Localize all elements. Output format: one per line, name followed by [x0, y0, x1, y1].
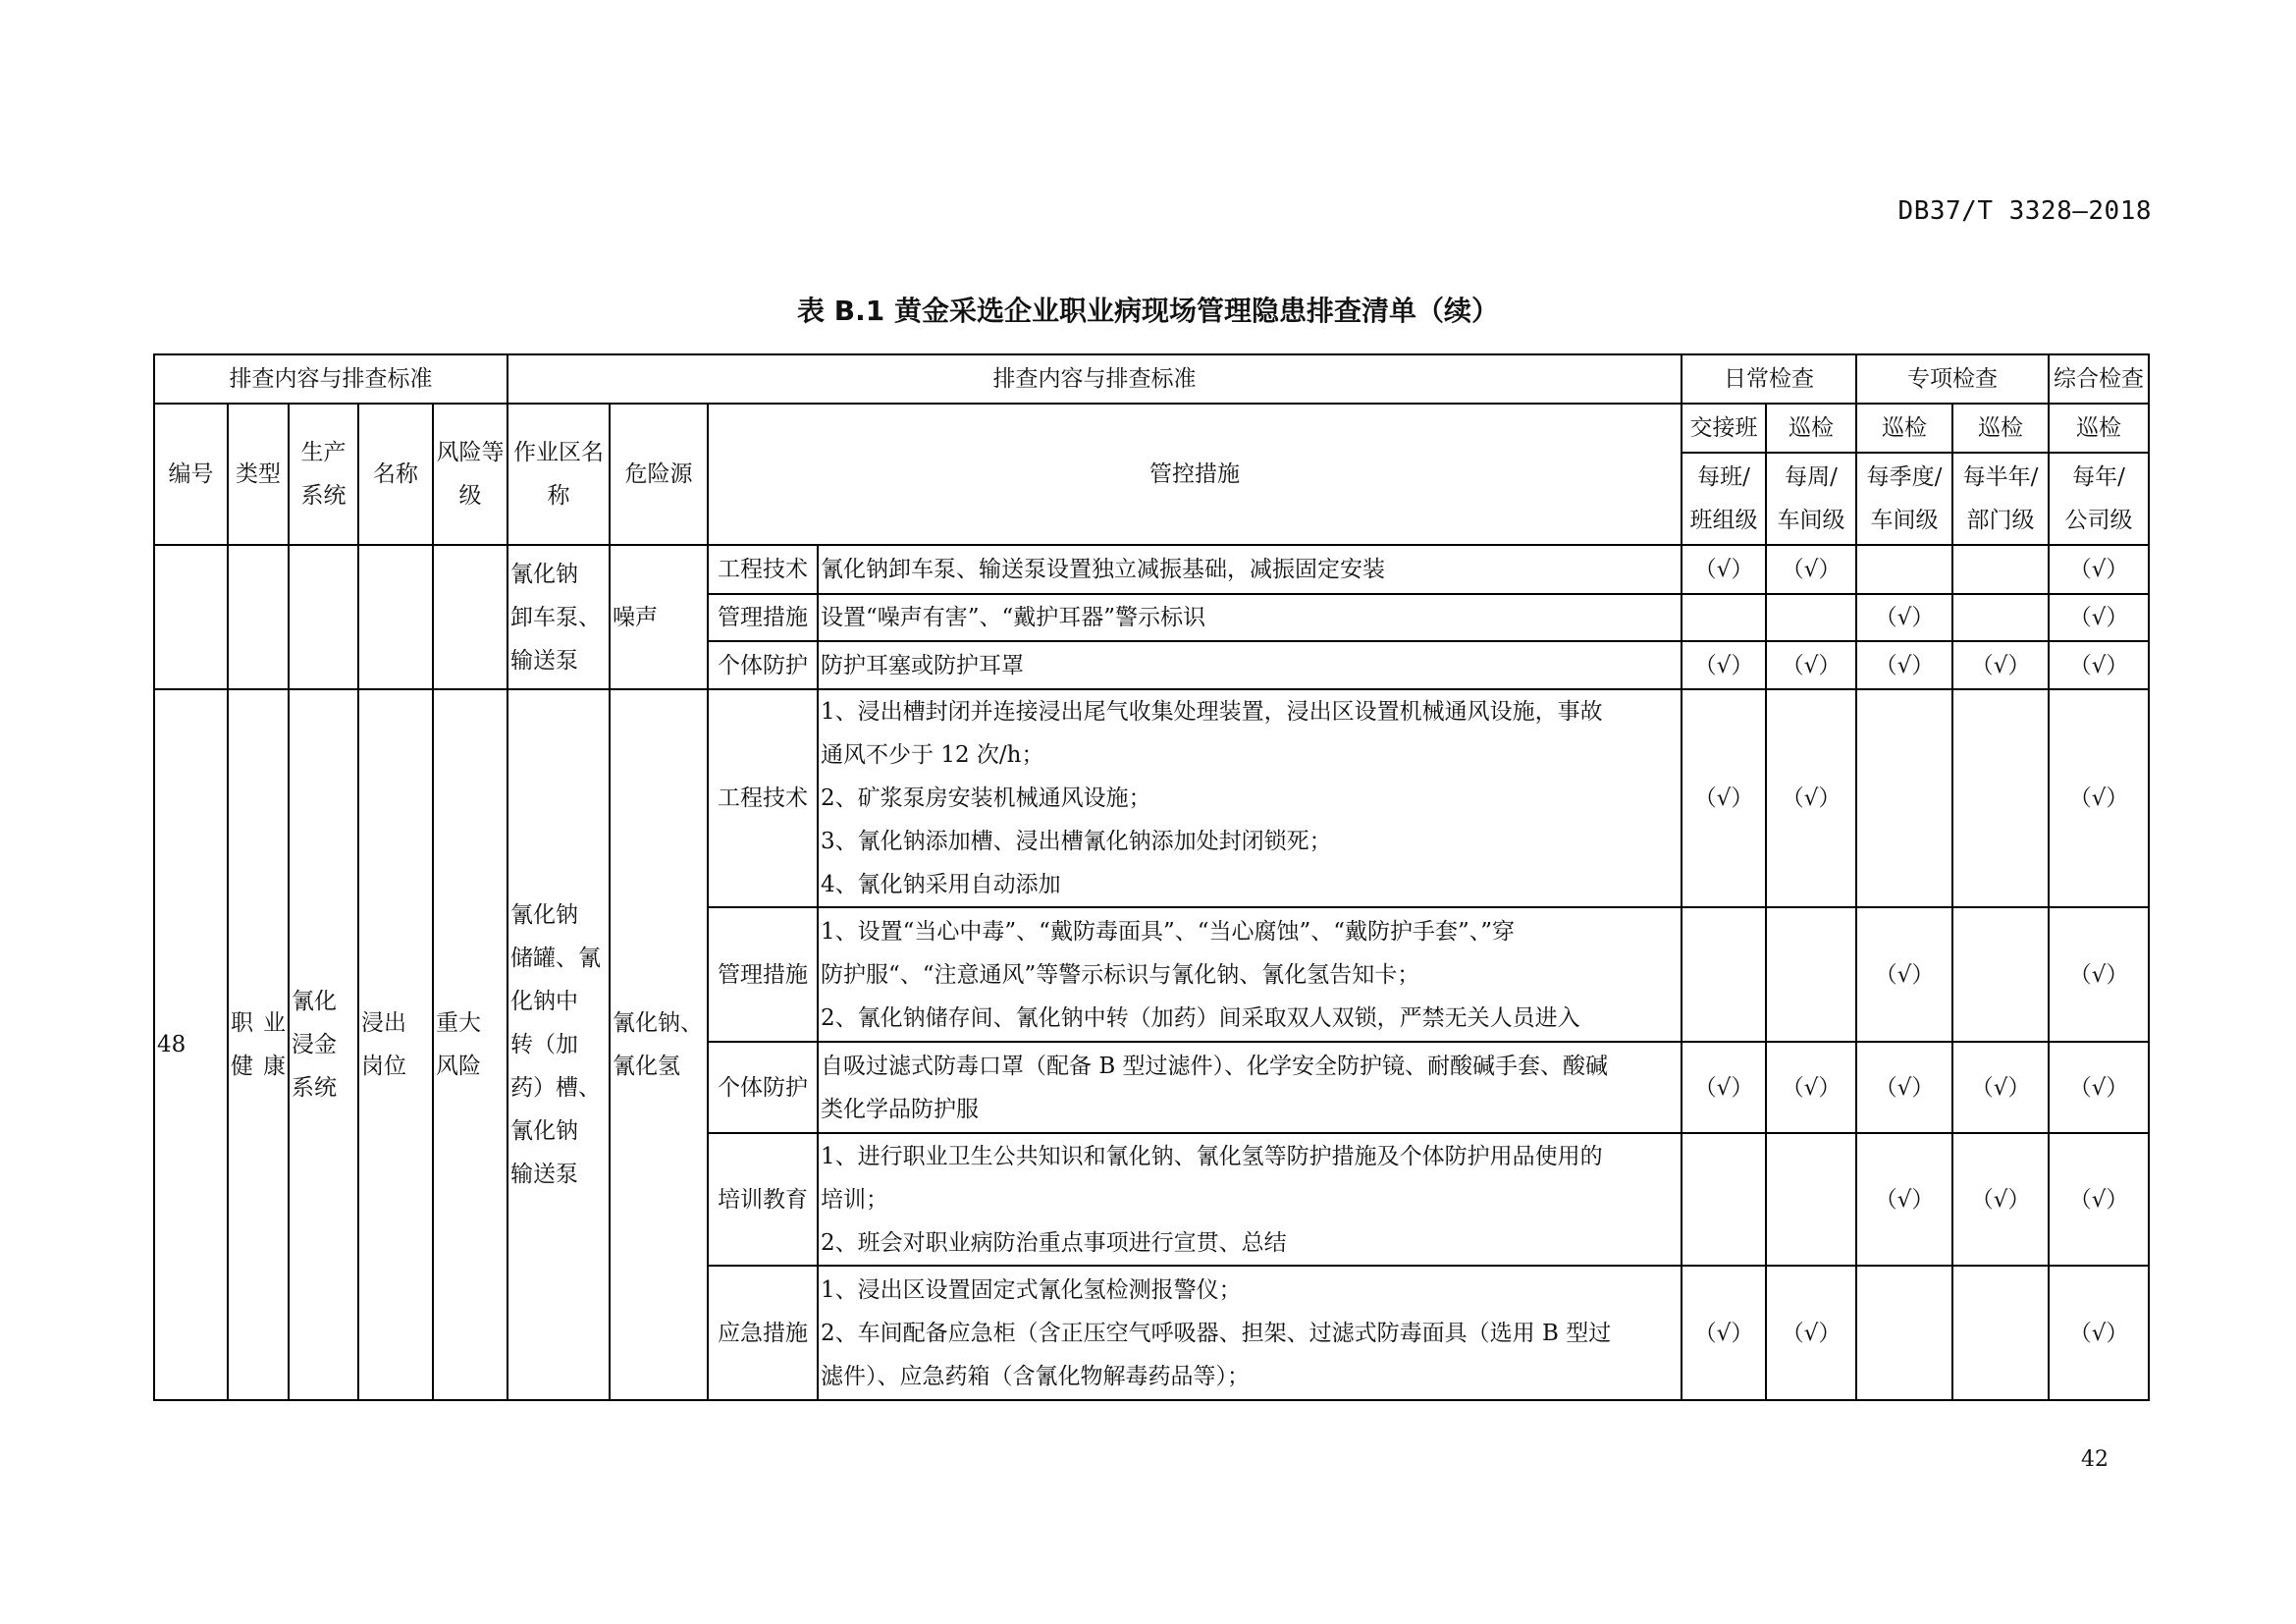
area-cell-line: 输送泵: [510, 647, 579, 674]
checkmark: （√）: [1781, 785, 1842, 811]
check-cell: [1856, 1042, 1952, 1133]
checkmark: （√）: [1970, 1186, 2031, 1213]
risk-cell: [433, 689, 507, 1400]
area-cell-line: 药）槽、: [510, 1075, 602, 1101]
area-cell-line: 氰化钠: [510, 902, 579, 928]
measure-category: 应急措施: [708, 1266, 818, 1400]
check-cell: [1682, 907, 1766, 1042]
checkmark: （√）: [1874, 605, 1935, 630]
header-no: 编号: [154, 404, 228, 545]
area-cell-line: 氰化钠: [510, 1118, 579, 1144]
measure-text-line: 滤件）、应急药箱（含氰化物解毒药品等）；: [821, 1363, 1251, 1389]
header-measures: 管控措施: [708, 404, 1682, 545]
header-area: 作业区名称: [507, 404, 610, 545]
check-cell: [1766, 689, 1856, 907]
no-cell: 48: [154, 689, 228, 1400]
checkmark: （√）: [1874, 1074, 1935, 1101]
measure-category: 管理措施: [708, 594, 818, 641]
check-cell: [2049, 1042, 2149, 1133]
header-patrol-2: 巡检: [1856, 404, 1952, 453]
hazard-cell-line: 氰化氢: [613, 1054, 681, 1079]
check-cell: [1856, 545, 1952, 594]
check-cell: [1952, 1133, 2049, 1266]
no-cell: [154, 545, 228, 689]
check-cell: [1682, 1042, 1766, 1133]
header-group-right: 排查内容与排查标准: [507, 354, 1682, 404]
header-system: 生产系统: [289, 404, 358, 545]
check-cell: [1952, 907, 2049, 1042]
checkmark: （√）: [2068, 1074, 2129, 1101]
measure-text-line: 培训；: [821, 1186, 889, 1213]
type-cell-line: 职业: [231, 1010, 286, 1036]
measure-text: [818, 641, 1682, 689]
checkmark: （√）: [1874, 1186, 1935, 1213]
checkmark: （√）: [1693, 557, 1754, 582]
check-cell: [1682, 1266, 1766, 1400]
area-cell-line: 转（加: [510, 1032, 579, 1057]
checkmark: （√）: [2068, 1186, 2129, 1213]
header-name: 名称: [358, 404, 433, 545]
risk-cell-line: 重大: [436, 1010, 481, 1036]
measure-text-line: 2、车间配备应急柜（含正压空气呼吸器、担架、过滤式防毒面具（选用 B 型过: [821, 1320, 1612, 1346]
hazard-checklist-table: [153, 353, 2150, 1401]
measure-text-line: 设置“噪声有害”、“戴护耳器”警示标识: [821, 605, 1206, 630]
check-cell: [1856, 1133, 1952, 1266]
type-cell-line: 健康: [231, 1054, 286, 1079]
header-row-2: [154, 404, 2149, 453]
check-cell: [1952, 1042, 2049, 1133]
header-patrol-3: 巡检: [1952, 404, 2049, 453]
measure-text-line: 2、氰化钠储存间、氰化钠中转（加药）间采取双人双锁，严禁无关人员进入: [821, 1004, 1580, 1031]
checkmark: （√）: [2068, 961, 2129, 988]
table-row: [154, 545, 2149, 594]
area-cell: [507, 689, 610, 1400]
hazard-cell: [610, 689, 708, 1400]
name-cell: [358, 689, 433, 1400]
checkmark: （√）: [1693, 1320, 1754, 1346]
checkmark: （√）: [2068, 785, 2129, 811]
header-freq-5: 每年/ 公司级: [2049, 453, 2149, 545]
system-cell-line: 浸金: [292, 1032, 337, 1057]
area-cell: [507, 545, 610, 689]
measure-category: 工程技术: [708, 545, 818, 594]
checkmark: （√）: [1781, 1074, 1842, 1101]
check-cell: [1766, 1266, 1856, 1400]
check-cell: [1682, 545, 1766, 594]
measure-category: 个体防护: [708, 641, 818, 689]
check-cell: [1952, 594, 2049, 641]
header-freq-1: 每班/ 班组级: [1682, 453, 1766, 545]
measure-text-line: 1、浸出区设置固定式氰化氢检测报警仪；: [821, 1276, 1242, 1303]
measure-text: [818, 545, 1682, 594]
check-cell: [2049, 907, 2149, 1042]
checkmark: （√）: [1970, 1074, 2031, 1101]
measure-category: 培训教育: [708, 1133, 818, 1266]
check-cell: [1766, 641, 1856, 689]
system-cell: [289, 689, 358, 1400]
measure-text: [818, 1266, 1682, 1400]
document-code: DB37/T 3328—2018: [1897, 196, 2152, 226]
checkmark: （√）: [2068, 1320, 2129, 1346]
name-cell-line: 岗位: [361, 1054, 406, 1079]
header-comprehensive-check: 综合检查: [2049, 354, 2149, 404]
measure-text-line: 2、矿浆泵房安装机械通风设施；: [821, 785, 1151, 811]
measure-text-line: 1、设置“当心中毒”、“戴防毒面具”、“当心腐蚀”、“戴防护手套”、”穿: [821, 918, 1515, 945]
name-cell: [358, 545, 433, 689]
measure-text: [818, 1042, 1682, 1133]
header-hazard: 危险源: [610, 404, 708, 545]
header-freq-2: 每周/ 车间级: [1766, 453, 1856, 545]
check-cell: [1682, 594, 1766, 641]
header-patrol-1: 巡检: [1766, 404, 1856, 453]
check-cell: [1766, 545, 1856, 594]
check-cell: [2049, 1133, 2149, 1266]
checkmark: （√）: [1781, 652, 1842, 678]
checkmark: （√）: [1874, 652, 1935, 678]
checkmark: （√）: [2068, 652, 2129, 678]
checkmark: （√）: [1781, 1320, 1842, 1346]
measure-text-line: 自吸过滤式防毒口罩（配备 B 型过滤件）、化学安全防护镜、耐酸碱手套、酸碱: [821, 1053, 1609, 1079]
check-cell: [2049, 1266, 2149, 1400]
measure-text-line: 1、浸出槽封闭并连接浸出尾气收集处理装置，浸出区设置机械通风设施，事故: [821, 699, 1603, 725]
check-cell: [1952, 1266, 2049, 1400]
measure-text: [818, 1133, 1682, 1266]
check-cell: [1682, 1133, 1766, 1266]
header-risk: 风险等级: [433, 404, 507, 545]
checkmark: （√）: [1781, 557, 1842, 582]
measure-text-line: 氰化钠卸车泵、输送泵设置独立减振基础，减振固定安装: [821, 557, 1386, 582]
area-cell-line: 输送泵: [510, 1162, 579, 1187]
check-cell: [1952, 689, 2049, 907]
check-cell: [1856, 641, 1952, 689]
system-cell-line: 系统: [292, 1075, 337, 1101]
header-patrol-4: 巡检: [2049, 404, 2149, 453]
area-cell-line: 氰化钠: [510, 561, 579, 587]
header-group-left: 排查内容与排查标准: [154, 354, 507, 404]
measure-text-line: 类化学品防护服: [821, 1096, 980, 1122]
check-cell: [1766, 907, 1856, 1042]
check-cell: [1766, 594, 1856, 641]
measure-category: 管理措施: [708, 907, 818, 1042]
check-cell: [2049, 689, 2149, 907]
header-freq-4: 每半年/ 部门级: [1952, 453, 2049, 545]
table-title: 表 B.1 黄金采选企业职业病现场管理隐患排查清单（续）: [797, 295, 1499, 327]
measure-text: [818, 907, 1682, 1042]
check-cell: [2049, 641, 2149, 689]
measure-text-line: 防护耳塞或防护耳罩: [821, 652, 1025, 678]
system-cell: [289, 545, 358, 689]
check-cell: [2049, 594, 2149, 641]
measure-text-line: 3、氰化钠添加槽、浸出槽氰化钠添加处封闭锁死；: [821, 829, 1332, 854]
measure-text-line: 4、氰化钠采用自动添加: [821, 872, 1061, 897]
system-cell-line: 氰化: [292, 989, 337, 1014]
checkmark: （√）: [1970, 652, 2031, 678]
checkmark: （√）: [2068, 605, 2129, 630]
check-cell: [1682, 689, 1766, 907]
check-cell: [1856, 594, 1952, 641]
measure-text-line: 1、进行职业卫生公共知识和氰化钠、氰化氢等防护措施及个体防护用品使用的: [821, 1143, 1603, 1169]
checkmark: （√）: [1693, 785, 1754, 811]
hazard-cell-line: 氰化钠、: [613, 1010, 704, 1036]
header-type: 类型: [228, 404, 289, 545]
checkmark: （√）: [1874, 961, 1935, 988]
risk-cell-line: 风险: [436, 1054, 481, 1079]
header-daily-check: 日常检查: [1682, 354, 1856, 404]
type-cell: [228, 545, 289, 689]
check-cell: [1682, 641, 1766, 689]
check-cell: [1766, 1133, 1856, 1266]
check-cell: [1766, 1042, 1856, 1133]
area-cell-line: 卸车泵、: [510, 604, 602, 630]
measure-text-line: 2、班会对职业病防治重点事项进行宣贯、总结: [821, 1229, 1287, 1256]
checkmark: （√）: [1693, 652, 1754, 678]
check-cell: [1952, 641, 2049, 689]
measure-text-line: 防护服“、“注意通风”等警示标识与氰化钠、氰化氢告知卡；: [821, 961, 1420, 988]
header-freq-3: 每季度/ 车间级: [1856, 453, 1952, 545]
name-cell-line: 浸出: [361, 1010, 406, 1036]
check-cell: [1856, 907, 1952, 1042]
checkmark: （√）: [1693, 1074, 1754, 1101]
header-special-check: 专项检查: [1856, 354, 2049, 404]
measure-category: 个体防护: [708, 1042, 818, 1133]
measure-text: [818, 689, 1682, 907]
header-row-1: [154, 354, 2149, 404]
page-number: 42: [2081, 1447, 2109, 1472]
check-cell: [2049, 545, 2149, 594]
check-cell: [1856, 689, 1952, 907]
measure-text: [818, 594, 1682, 641]
type-cell: [228, 689, 289, 1400]
hazard-cell: 噪声: [610, 545, 708, 689]
check-cell: [1856, 1266, 1952, 1400]
table-row: [154, 689, 2149, 907]
measure-text-line: 通风不少于 12 次/h；: [821, 742, 1044, 768]
area-cell-line: 化钠中: [510, 989, 579, 1014]
checkmark: （√）: [2068, 557, 2129, 582]
measure-category: 工程技术: [708, 689, 818, 907]
risk-cell: [433, 545, 507, 689]
area-cell-line: 储罐、氰: [510, 946, 602, 971]
header-handover: 交接班: [1682, 404, 1766, 453]
check-cell: [1952, 545, 2049, 594]
